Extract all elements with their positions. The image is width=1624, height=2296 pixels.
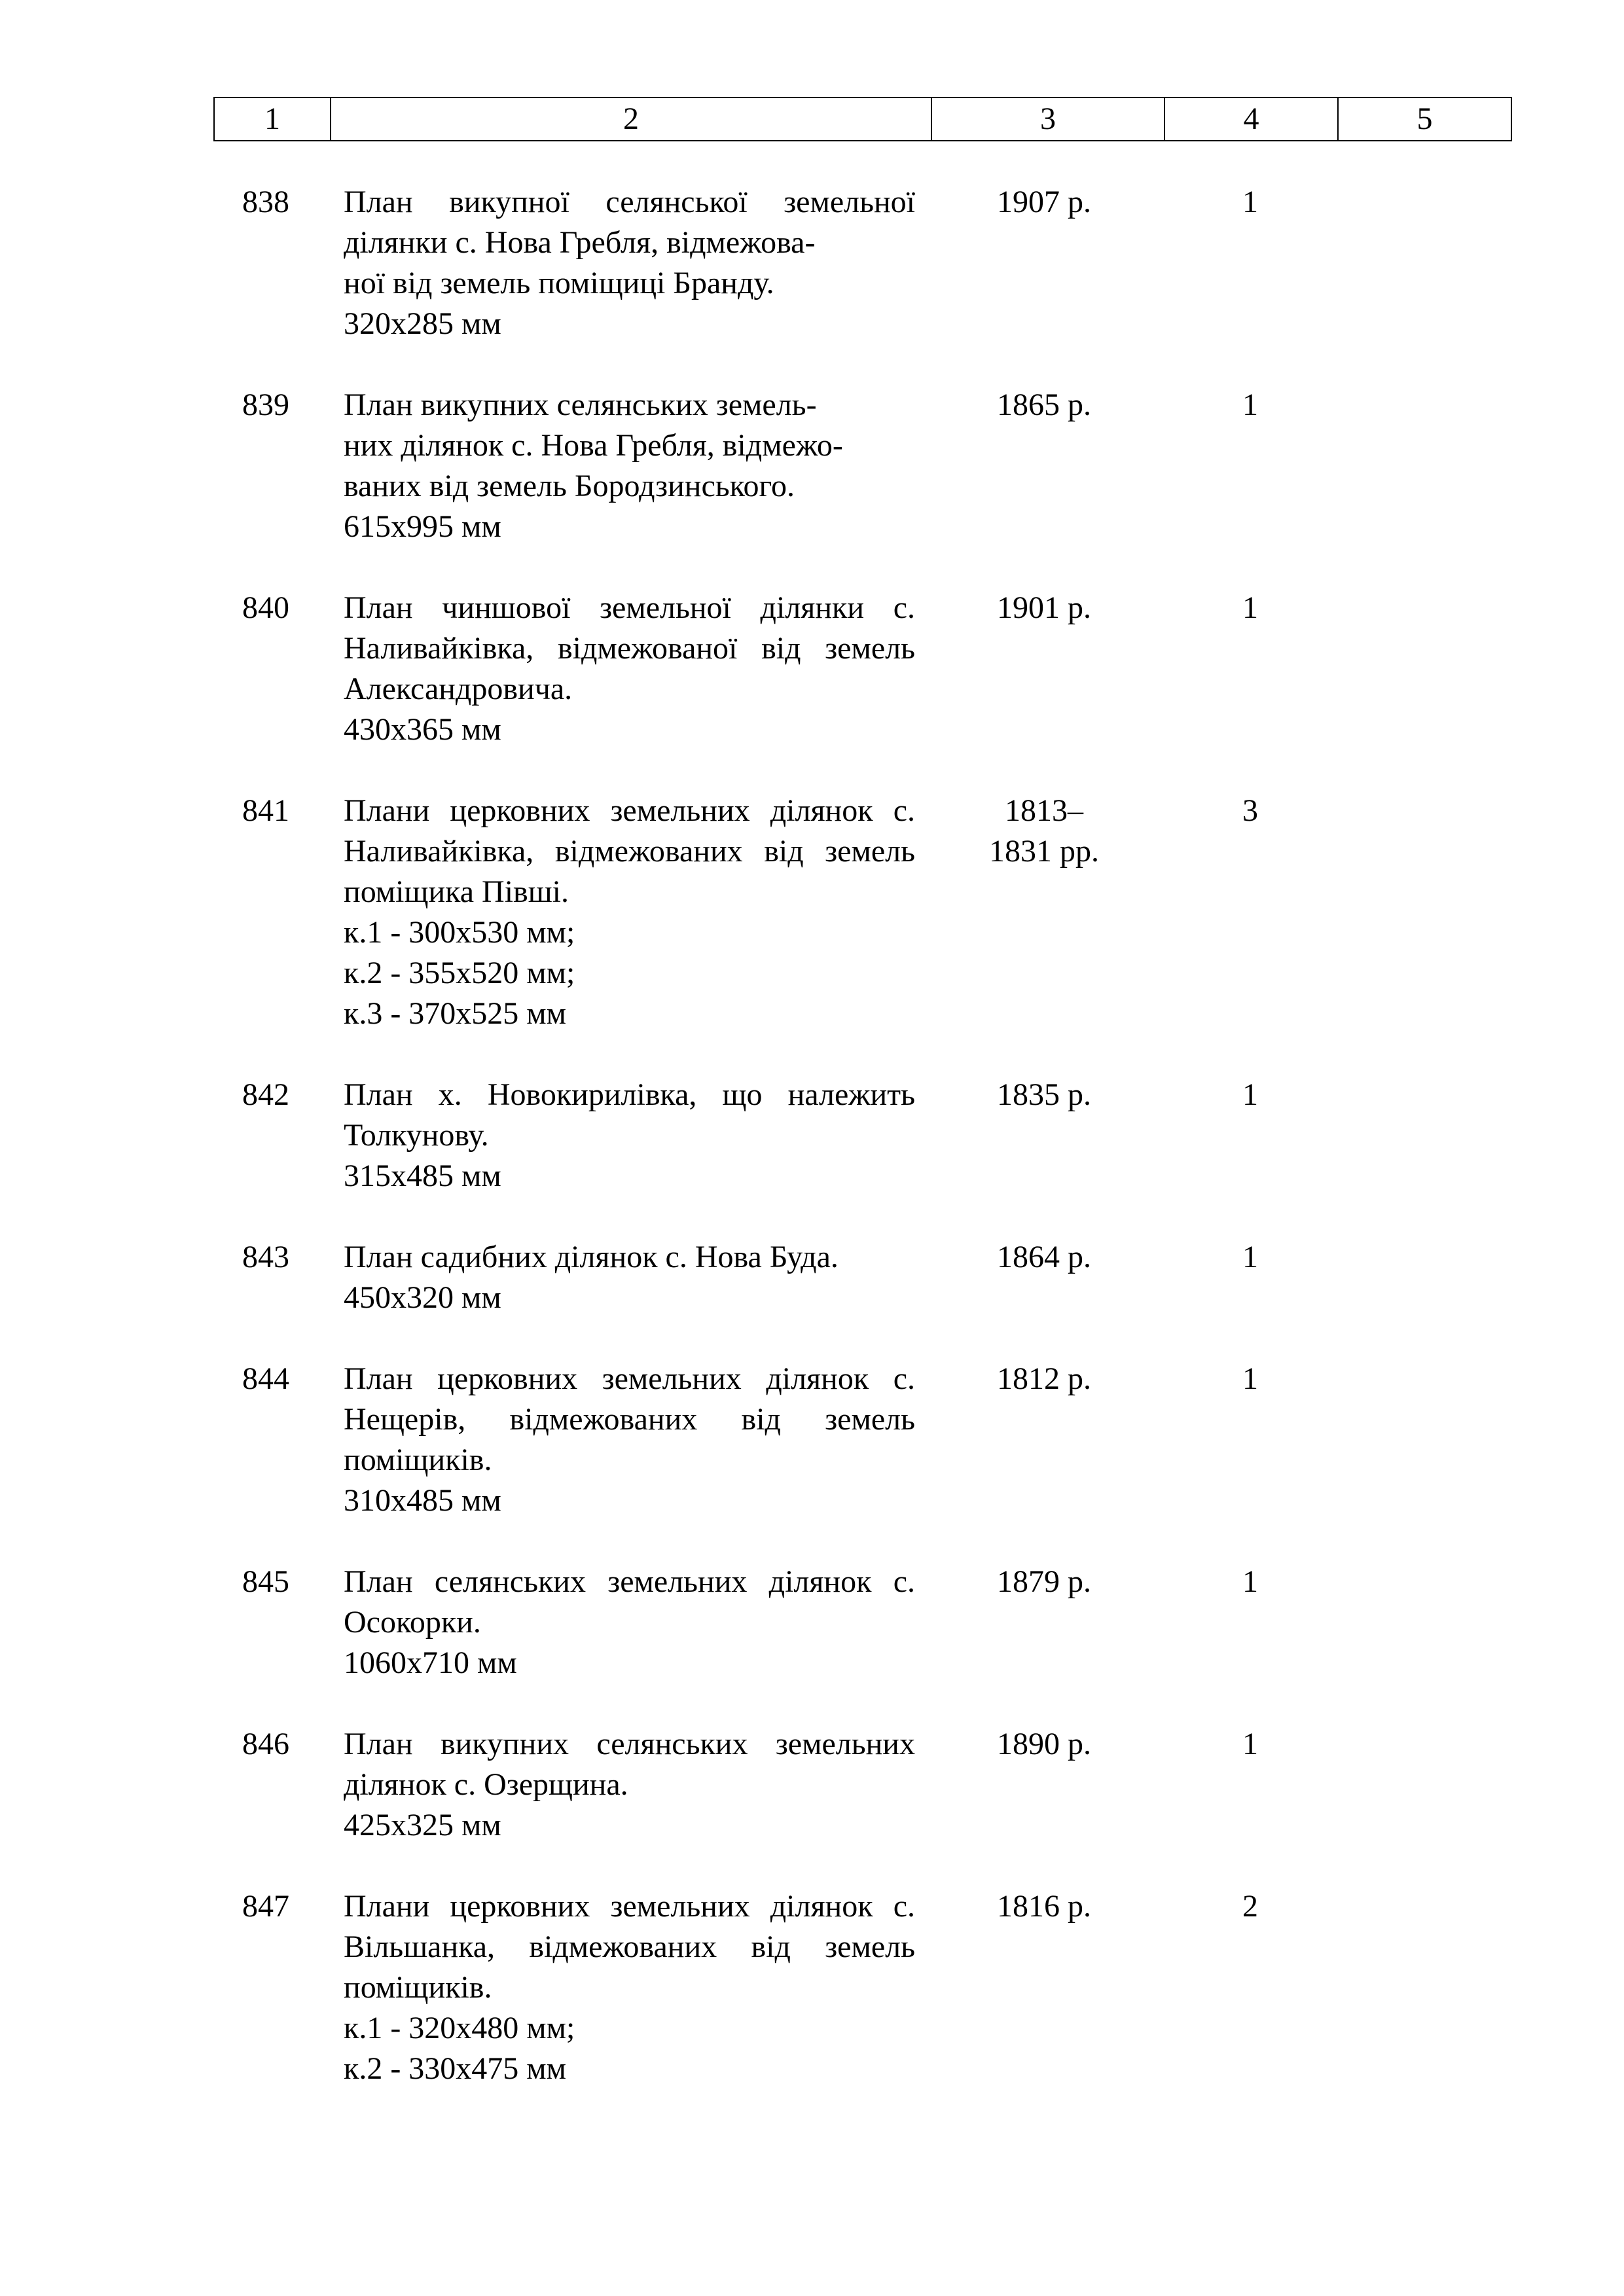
entry-description (344, 1724, 915, 1846)
column-header-4: 4 (1164, 98, 1338, 141)
entry-date: 1816 р. (997, 1889, 1091, 1924)
entry-843 (0, 1237, 1624, 1318)
entry-number: 845 (242, 1564, 289, 1599)
entry-date: 1907 р. (997, 185, 1091, 219)
entry-number: 840 (242, 590, 289, 625)
entry-title: План селянських земельних ділянок с. Осокорки. (344, 1564, 915, 1640)
entry-number: 841 (242, 793, 289, 828)
entry-sheet-count: 1 (1242, 1240, 1258, 1274)
column-header-3: 3 (931, 98, 1164, 141)
entry-846 (0, 1724, 1624, 1846)
entry-sheet-count: 3 (1242, 793, 1258, 828)
catalog-entries (0, 182, 1624, 2130)
entry-title: План викупних селянських земельних ділянок с. Озерщина. (344, 1727, 915, 1802)
entry-title: Плани церковних земельних ділянок с. Наливайківка, відмежованих від земель поміщика Півші. (344, 793, 915, 909)
entry-date: 1835 р. (997, 1077, 1091, 1112)
entry-dimensions: 1060х710 мм (344, 1645, 517, 1680)
entry-description (344, 182, 915, 344)
entry-847 (0, 1886, 1624, 2089)
entry-title: План викупних селянських земель- них ділянок с. Нова Гребля, відмежо- ваних від земель Бородзинського. (344, 387, 843, 503)
entry-845 (0, 1562, 1624, 1683)
entry-date: 1879 р. (997, 1564, 1091, 1599)
entry-title: План церковних земельних ділянок с. Нещерів, відмежованих від земель поміщиків. (344, 1361, 915, 1477)
entry-title: План садибних ділянок с. Нова Буда. (344, 1240, 839, 1274)
entry-844 (0, 1359, 1624, 1521)
entry-839 (0, 385, 1624, 547)
entry-number: 838 (242, 185, 289, 219)
entry-date: 1890 р. (997, 1727, 1091, 1761)
entry-description (344, 791, 915, 1034)
column-header-table (213, 97, 1512, 141)
entry-description (344, 385, 915, 547)
entry-number: 842 (242, 1077, 289, 1112)
entry-title: Плани церковних земельних ділянок с. Вільшанка, відмежованих від земель поміщиків. (344, 1889, 915, 2005)
entry-date: 1812 р. (997, 1361, 1091, 1396)
entry-date: 1864 р. (997, 1240, 1091, 1274)
entry-number: 846 (242, 1727, 289, 1761)
column-header-5: 5 (1338, 98, 1511, 141)
entry-description (344, 1075, 915, 1196)
column-header-row (214, 98, 1511, 141)
entry-sheet-count: 1 (1242, 1077, 1258, 1112)
entry-dimensions: 320х285 мм (344, 306, 501, 341)
entry-dimensions: к.1 - 300х530 мм; к.2 - 355х520 мм; к.3 - 370х525 мм (344, 915, 575, 1031)
entry-date: 1813– 1831 рр. (989, 793, 1099, 869)
entry-838 (0, 182, 1624, 344)
entry-dimensions: 430х365 мм (344, 712, 501, 747)
entry-description (344, 1237, 915, 1318)
entry-842 (0, 1075, 1624, 1196)
entry-number: 839 (242, 387, 289, 422)
entry-sheet-count: 1 (1242, 1361, 1258, 1396)
entry-number: 847 (242, 1889, 289, 1924)
entry-title: План чиншової земельної ділянки с. Наливайківка, відмежованої від земель Александровича. (344, 590, 915, 706)
column-header-2: 2 (331, 98, 931, 141)
entry-sheet-count: 1 (1242, 185, 1258, 219)
entry-dimensions: 615х995 мм (344, 509, 501, 544)
entry-840 (0, 588, 1624, 750)
entry-sheet-count: 1 (1242, 1727, 1258, 1761)
entry-title: План х. Новокирилівка, що належить Толкунову. (344, 1077, 915, 1153)
entry-dimensions: 450х320 мм (344, 1280, 501, 1315)
entry-number: 843 (242, 1240, 289, 1274)
entry-sheet-count: 1 (1242, 387, 1258, 422)
entry-date: 1901 р. (997, 590, 1091, 625)
entry-841 (0, 791, 1624, 1034)
entry-dimensions: 310х485 мм (344, 1483, 501, 1518)
entry-sheet-count: 1 (1242, 590, 1258, 625)
entry-sheet-count: 1 (1242, 1564, 1258, 1599)
entry-dimensions: 425х325 мм (344, 1808, 501, 1842)
entry-dimensions: 315х485 мм (344, 1158, 501, 1193)
entry-title: План викупної селянської земельної ділянки с. Нова Гребля, відмежова- ної від земель поміщиці Бранду. (344, 185, 915, 300)
entry-description (344, 1886, 915, 2089)
entry-description (344, 1562, 915, 1683)
entry-sheet-count: 2 (1242, 1889, 1258, 1924)
entry-date: 1865 р. (997, 387, 1091, 422)
entry-dimensions: к.1 - 320х480 мм; к.2 - 330х475 мм (344, 2011, 575, 2086)
entry-number: 844 (242, 1361, 289, 1396)
entry-description (344, 1359, 915, 1521)
entry-description (344, 588, 915, 750)
column-header-1: 1 (214, 98, 331, 141)
